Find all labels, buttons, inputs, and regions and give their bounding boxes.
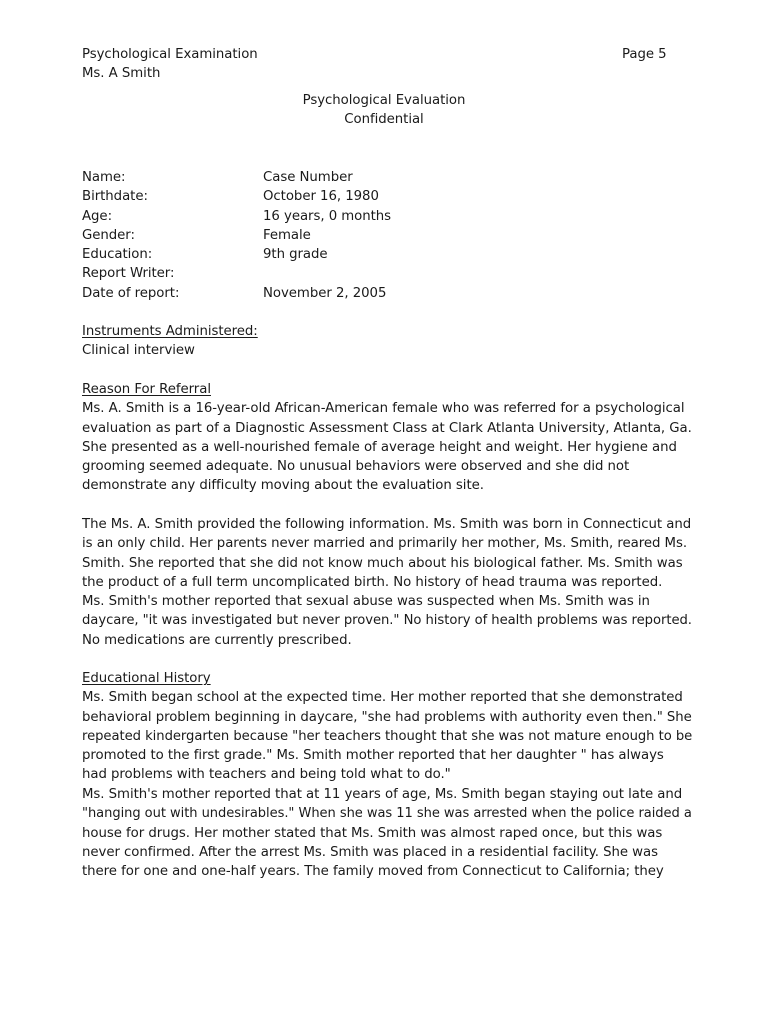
paragraph-line: No medications are currently prescribed.	[82, 632, 352, 648]
education-section	[82, 669, 692, 785]
paragraph-line: Ms. Smith's mother reported that at 11 years of age, Ms. Smith began staying out late and	[82, 787, 683, 802]
paragraph-line: She presented as a well-nourished female of average height and weight. Her hygiene and	[82, 439, 677, 455]
paragraph-line: is an only child. Her parents never married and primarily her mother, Ms. Smith, reared Ms.	[82, 536, 687, 552]
paragraph-line: grooming seemed adequate. No unusual behaviors were observed and she did not	[82, 459, 630, 475]
paragraph-line: The Ms. A. Smith provided the following information. Ms. Smith was born in Connecticut and	[82, 517, 692, 532]
paragraph-line: had problems with teachers and being told what to do."	[82, 767, 451, 783]
info-value: 16 years, 0 months	[263, 208, 392, 224]
info-row	[82, 245, 391, 264]
info-value: Female	[263, 227, 311, 243]
title-line-evaluation: Psychological Evaluation	[302, 93, 466, 108]
paragraph-line: daycare, "it was investigated but never proven." No history of health problems was reported.	[82, 613, 692, 629]
document-title	[0, 91, 768, 130]
header-patient-name: Ms. A Smith	[82, 66, 161, 82]
info-row	[82, 168, 391, 187]
paragraph-line: the product of a full term uncomplicated birth. No history of head trauma was reported.	[82, 574, 663, 590]
paragraph-line: house for drugs. Her mother stated that Ms. Smith was almost raped once, but this was	[82, 825, 663, 841]
info-label: Report Writer:	[82, 266, 175, 282]
info-row	[82, 264, 391, 283]
background-paragraph	[82, 515, 692, 650]
identifying-info	[82, 168, 391, 303]
info-row	[82, 207, 391, 226]
page-number: Page 5	[622, 47, 667, 62]
instruments-heading: Instruments Administered:	[82, 324, 258, 339]
paragraph-line: promoted to the first grade." Ms. Smith mother reported that her daughter " has always	[82, 748, 664, 764]
info-label: Date of report:	[82, 285, 180, 301]
info-value: Case Number	[263, 170, 353, 185]
info-value	[263, 264, 391, 283]
info-label: Education:	[82, 247, 153, 263]
referral-heading: Reason For Referral	[82, 382, 211, 397]
paragraph-line: Ms. Smith began school at the expected time. Her mother reported that she demonstrated	[82, 690, 683, 706]
paragraph-line: "hanging out with undesirables." When she was 11 she was arrested when the police raided a	[82, 806, 692, 822]
paragraph-line: never confirmed. After the arrest Ms. Smith was placed in a residential facility. She was	[82, 844, 658, 860]
info-value: November 2, 2005	[263, 285, 387, 301]
title-line-confidential: Confidential	[344, 112, 424, 128]
info-label: Gender:	[82, 227, 135, 243]
info-label: Name:	[82, 170, 126, 185]
paragraph-line: evaluation as part of a Diagnostic Assessment Class at Clark Atlanta University, Atlanta, Ga.	[82, 420, 692, 436]
info-row	[82, 226, 391, 245]
info-value: 9th grade	[263, 247, 328, 263]
header-exam-title: Psychological Examination	[82, 47, 258, 62]
paragraph-line: there for one and one-half years. The family moved from Connecticut to California; they	[82, 864, 664, 880]
paragraph-line: repeated kindergarten because "her teachers thought that she was not mature enough to be	[82, 728, 693, 744]
info-label: Birthdate:	[82, 189, 148, 205]
paragraph-line: Ms. Smith's mother reported that sexual abuse was suspected when Ms. Smith was in	[82, 594, 650, 610]
education-heading: Educational History	[82, 671, 211, 686]
referral-section	[82, 380, 692, 496]
education-paragraph-2	[82, 785, 692, 881]
paragraph-line: demonstrate any difficulty moving about the evaluation site.	[82, 478, 484, 494]
info-value: October 16, 1980	[263, 189, 379, 205]
info-label: Age:	[82, 208, 112, 224]
paragraph-line: Clinical interview	[82, 343, 195, 359]
instruments-section	[82, 322, 692, 361]
paragraph-line: Smith. She reported that she did not know much about his biological father. Ms. Smith was	[82, 555, 683, 571]
paragraph-line: behavioral problem beginning in daycare, "she had problems with authority even then." She	[82, 709, 692, 725]
info-row	[82, 284, 391, 303]
info-row	[82, 187, 391, 206]
paragraph-line: Ms. A. Smith is a 16-year-old African-American female who was referred for a psychological	[82, 401, 685, 417]
running-header	[82, 45, 258, 84]
